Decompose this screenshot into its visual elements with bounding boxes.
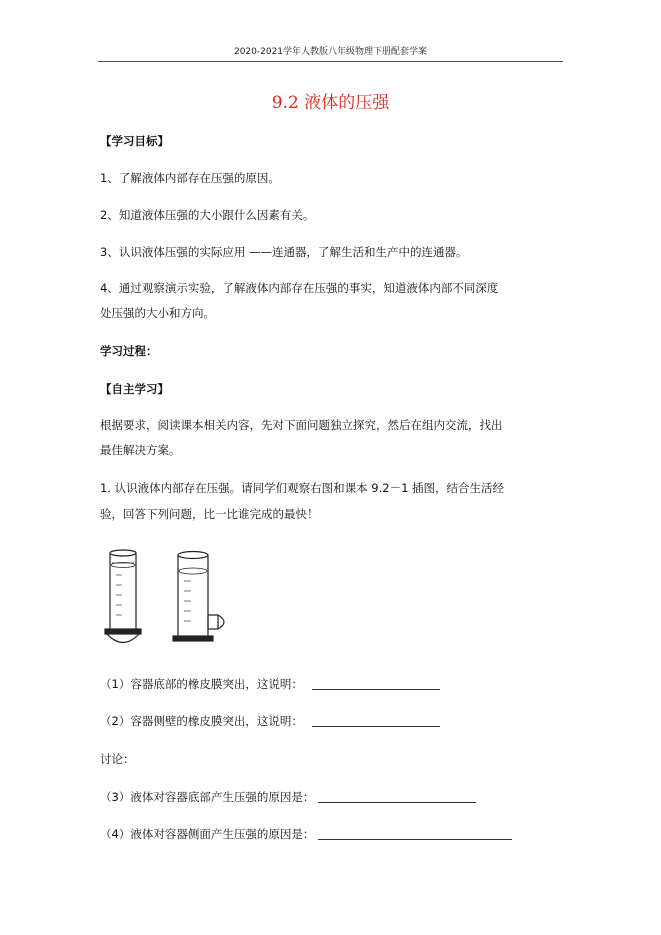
cylinder-bottom-membrane-icon	[105, 550, 141, 643]
question-1-text-continued: 验，回答下列问题，比一比谁完成的最快！	[100, 507, 319, 521]
discussion-item	[100, 826, 512, 842]
process-heading: 学习过程：	[100, 344, 158, 358]
question-item	[100, 713, 440, 729]
self-study-intro-continued: 最佳解决方案。	[100, 443, 181, 457]
discussion-label: （3）液体对容器底部产生压强的原因是：	[100, 790, 315, 804]
objectives-heading: 【学习目标】	[100, 134, 169, 148]
discussion-item	[100, 789, 476, 805]
header-rule	[98, 61, 563, 62]
question-item	[100, 676, 440, 692]
objective-item: 1、了解液体内部存在压强的原因。	[100, 171, 280, 185]
objective-item: 3、认识液体压强的实际应用 ——连通器，了解生活和生产中的连通器。	[100, 245, 468, 259]
experiment-svg	[100, 545, 240, 655]
discussion-label: （4）液体对容器侧面产生压强的原因是：	[100, 827, 315, 841]
question-1-text: 1. 认识液体内部存在压强。请同学们观察右图和课本 9.2－1 插图，结合生活经	[100, 481, 505, 495]
answer-blank[interactable]	[312, 714, 440, 727]
self-study-heading: 【自主学习】	[100, 382, 169, 396]
question-label: （2）容器侧壁的橡皮膜突出，这说明：	[100, 714, 303, 728]
discussion-heading: 讨论：	[100, 752, 135, 766]
objective-item: 4、通过观察演示实验，了解液体内部存在压强的事实，知道液体内部不同深度	[100, 281, 499, 295]
answer-blank[interactable]	[318, 790, 476, 803]
answer-blank[interactable]	[312, 677, 440, 690]
cylinder-side-membrane-icon	[173, 552, 224, 642]
objective-item: 2、知道液体压强的大小跟什么因素有关。	[100, 208, 315, 222]
self-study-intro: 根据要求，阅读课本相关内容，先对下面问题独立探究，然后在组内交流，找出	[100, 418, 503, 432]
experiment-figure	[100, 545, 240, 655]
answer-blank[interactable]	[318, 827, 512, 840]
page-title: 9.2 液体的压强	[271, 93, 390, 113]
objective-item-continued: 处压强的大小和方向。	[100, 306, 215, 320]
question-label: （1）容器底部的橡皮膜突出，这说明：	[100, 677, 303, 691]
page-header: 2020-2021学年人教版八年级物理下册配套学案	[233, 47, 428, 57]
